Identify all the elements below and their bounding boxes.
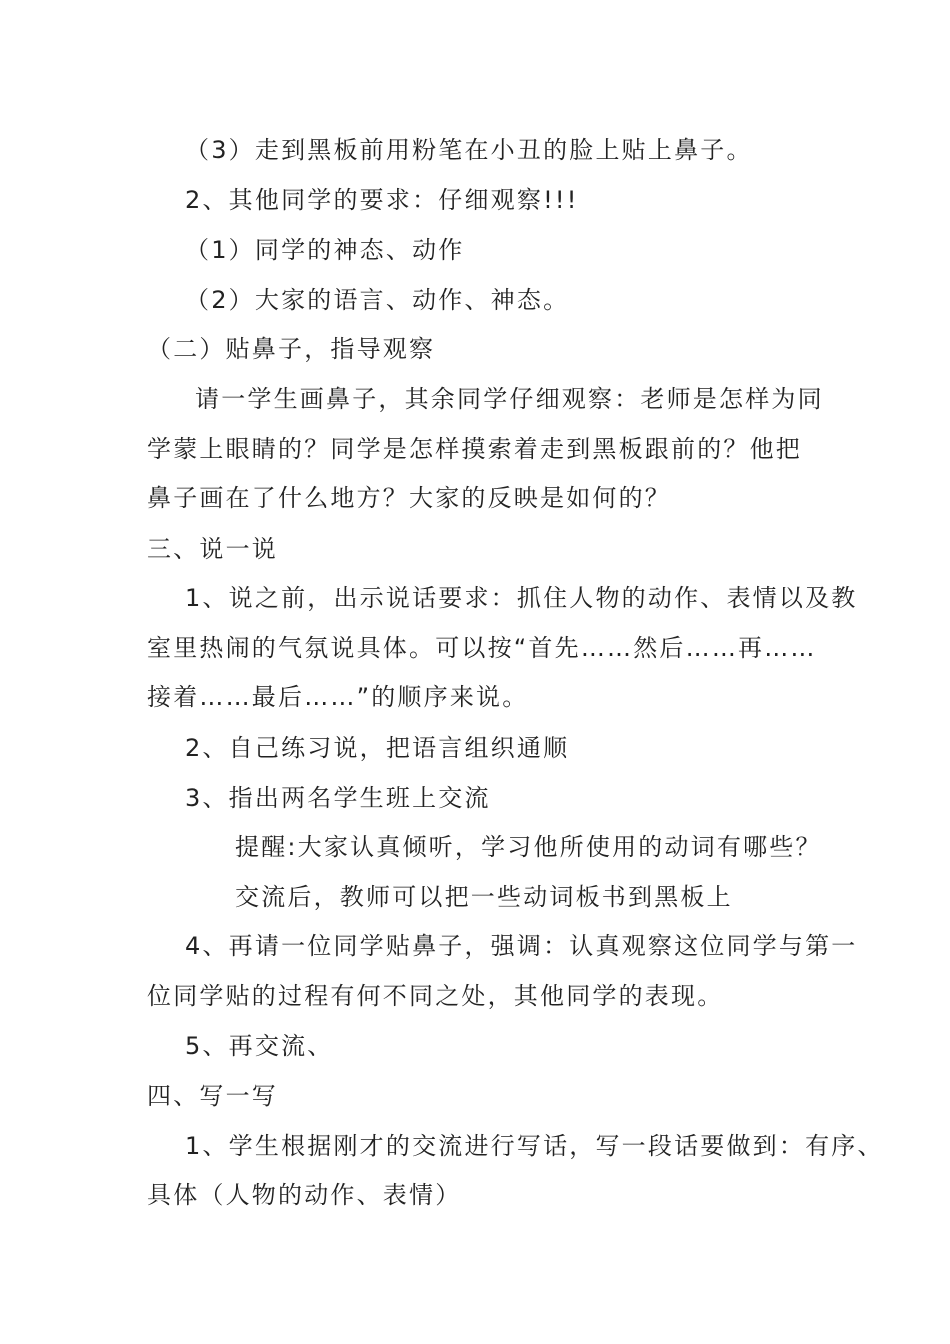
text-line: 1、学生根据刚才的交流进行写话，写一段话要做到：有序、 [185, 1132, 884, 1160]
text-line: 3、指出两名学生班上交流 [185, 784, 491, 812]
text-line: 2、其他同学的要求：仔细观察!!! [185, 186, 579, 214]
section-heading: 三、说一说 [147, 535, 278, 563]
text-line: 学蒙上眼睛的？同学是怎样摸索着走到黑板跟前的？他把 [147, 435, 802, 463]
section-heading: 四、写一写 [147, 1082, 278, 1110]
text-line: 2、自己练习说，把语言组织通顺 [185, 734, 570, 762]
text-line: 接着……最后……”的顺序来说。 [147, 683, 529, 711]
text-line: 1、说之前，出示说话要求：抓住人物的动作、表情以及教 [185, 584, 858, 612]
text-line: 请一学生画鼻子，其余同学仔细观察：老师是怎样为同 [195, 385, 824, 413]
text-line: （1）同学的神态、动作 [185, 236, 465, 264]
section-heading: （二）贴鼻子，指导观察 [147, 335, 436, 363]
text-line: 4、再请一位同学贴鼻子，强调：认真观察这位同学与第一 [185, 932, 858, 960]
text-line: （3）走到黑板前用粉笔在小丑的脸上贴上鼻子。 [185, 136, 753, 164]
text-line: 交流后，教师可以把一些动词板书到黑板上 [235, 883, 733, 911]
text-line: 5、再交流、 [185, 1032, 334, 1060]
text-line: 室里热闹的气氛说具体。可以按“首先……然后……再…… [147, 634, 817, 662]
text-line: 提醒:大家认真倾听，学习他所使用的动词有哪些？ [235, 833, 822, 861]
text-line: 鼻子画在了什么地方？大家的反映是如何的？ [147, 484, 671, 512]
text-line: 具体（人物的动作、表情） [147, 1181, 462, 1209]
text-line: （2）大家的语言、动作、神态。 [185, 286, 570, 314]
text-line: 位同学贴的过程有何不同之处，其他同学的表现。 [147, 982, 724, 1010]
